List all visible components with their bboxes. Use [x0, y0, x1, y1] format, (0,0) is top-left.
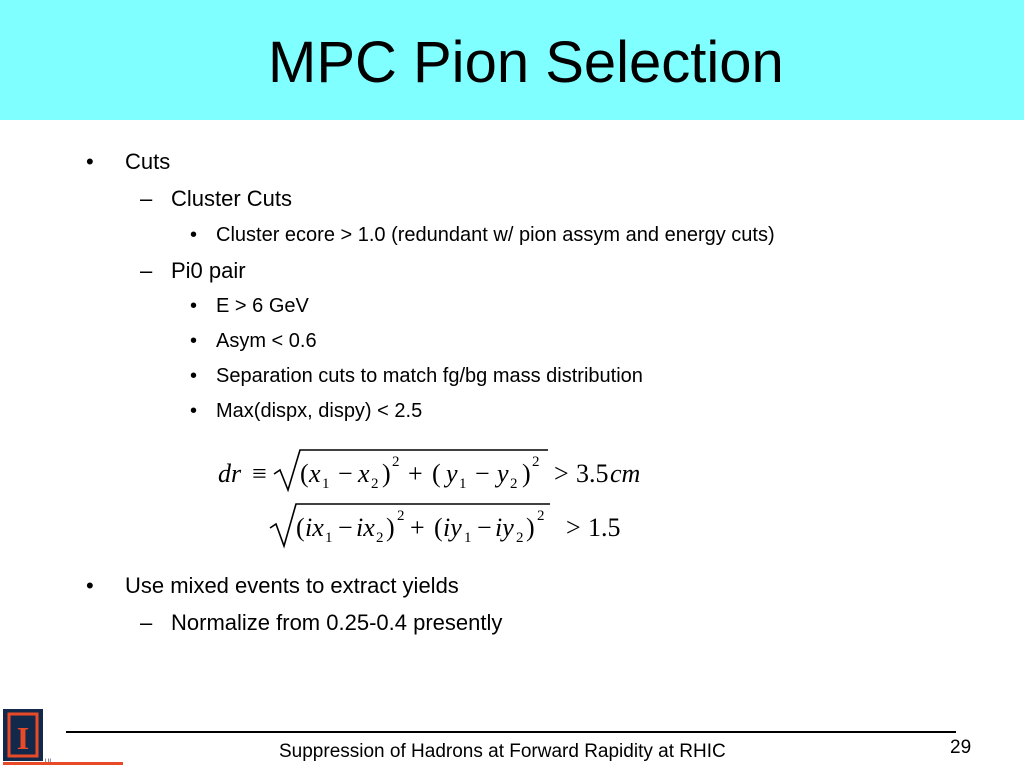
eq-x: x — [309, 459, 321, 488]
eq-minus: − — [338, 513, 353, 542]
bullet-cluster-cuts-text: Cluster Cuts — [171, 186, 293, 211]
slide-title: MPC Pion Selection — [268, 30, 784, 95]
footer-rule — [66, 731, 956, 733]
bullet-dot: • — [86, 573, 94, 598]
equation-dr — [218, 450, 640, 492]
eq-ix: ix — [305, 513, 324, 542]
eq-dr-lhs: dr — [218, 459, 242, 488]
bullet-dot-small: • — [190, 400, 198, 422]
page-number: 29 — [950, 737, 972, 758]
eq-minus: − — [338, 459, 353, 488]
bullet-dash: – — [140, 186, 153, 211]
university-logo — [3, 709, 123, 767]
bullet-dot-small: • — [190, 365, 198, 387]
eq-sup: 2 — [537, 508, 545, 524]
eq-sub: 1 — [325, 530, 333, 546]
bullet-dash: – — [140, 610, 153, 635]
eq-gt: > — [554, 459, 569, 488]
eq-minus: − — [475, 459, 490, 488]
bullet-dot-small: • — [190, 224, 198, 246]
eq-paren: ) — [386, 513, 395, 542]
eq-y: y — [446, 459, 458, 488]
eq-dr-rhs: 3.5 — [576, 459, 609, 488]
eq-sub: 2 — [371, 476, 379, 492]
eq-sub: 1 — [322, 476, 330, 492]
equations — [210, 444, 670, 554]
bullet-pi0-pair-text: Pi0 pair — [171, 258, 246, 283]
bullet-dash: – — [140, 258, 153, 283]
bullet-asym-text: Asym < 0.6 — [216, 330, 317, 352]
bullet-dot-small: • — [190, 295, 198, 317]
eq-plus: + — [408, 459, 423, 488]
bullet-maxdisp-text: Max(dispx, dispy) < 2.5 — [216, 400, 423, 422]
eq-paren: ( — [434, 513, 443, 542]
eq-paren: ) — [526, 513, 535, 542]
eq-dr-unit: cm — [610, 459, 641, 488]
bullet-energy-text: E > 6 GeV — [216, 295, 309, 317]
eq-minus: − — [477, 513, 492, 542]
eq-paren: ) — [522, 459, 531, 488]
equation-disp — [270, 504, 621, 546]
bullet-dot: • — [86, 149, 94, 174]
eq-ix: ix — [356, 513, 375, 542]
bullet-mixed-events-text: Use mixed events to extract yields — [125, 573, 459, 598]
eq-paren: ( — [300, 459, 309, 488]
eq-gt: > — [566, 513, 581, 542]
bullet-cluster-ecore-text: Cluster ecore > 1.0 (redundant w/ pion assym and energy cuts) — [216, 224, 775, 246]
eq-disp-rhs: 1.5 — [588, 513, 621, 542]
eq-x: x — [358, 459, 370, 488]
eq-sub: 2 — [510, 476, 518, 492]
eq-y: y — [497, 459, 509, 488]
eq-plus: + — [410, 513, 425, 542]
eq-sub: 1 — [459, 476, 467, 492]
eq-sup: 2 — [392, 454, 400, 470]
eq-equiv: ≡ — [252, 459, 267, 488]
eq-paren: ( — [296, 513, 305, 542]
bullet-normalize-text: Normalize from 0.25-0.4 presently — [171, 610, 503, 635]
bullet-dot-small: • — [190, 330, 198, 352]
eq-sub: 2 — [376, 530, 384, 546]
eq-paren: ( — [432, 459, 441, 488]
eq-iy: iy — [443, 513, 462, 542]
eq-iy: iy — [495, 513, 514, 542]
eq-sub: 1 — [464, 530, 472, 546]
eq-sub: 2 — [516, 530, 524, 546]
eq-sup: 2 — [397, 508, 405, 524]
eq-sup: 2 — [532, 454, 540, 470]
logo-mark: I — [16, 720, 30, 756]
footer-title: Suppression of Hadrons at Forward Rapidity at RHIC — [279, 741, 726, 762]
eq-paren: ) — [382, 459, 391, 488]
bullet-cuts-text: Cuts — [125, 149, 171, 174]
logo-underline — [3, 762, 123, 765]
bullet-separation-text: Separation cuts to match fg/bg mass distribution — [216, 365, 643, 387]
